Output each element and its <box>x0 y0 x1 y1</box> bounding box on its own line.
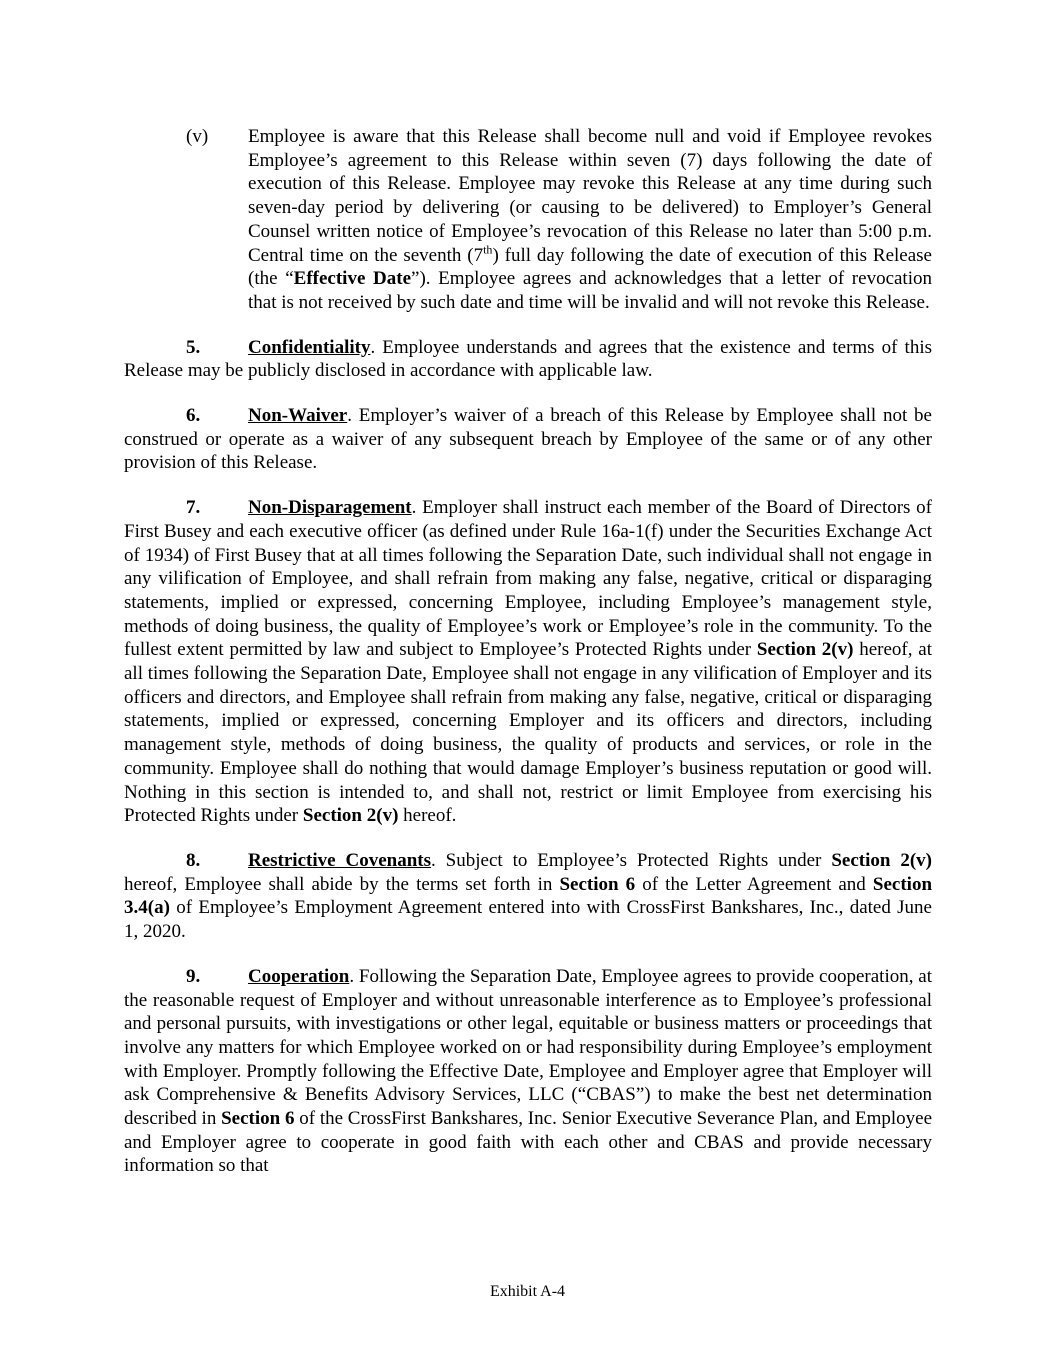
section-7-text-2: hereof, at all times following the Separation Date, Employee shall not engage in any vilification of Employer and its officers and directors, and Employee shall refrain from making any false, negative, critical or disparaging statements, implied or expressed, concerning Employer and its officers and directors, including management style, methods of doing business, the quality of products and services, or role in the community. Employee shall do nothing that would damage Employer’s business reputation or good will. Nothing in this section is intended to, and shall not, restrict or limit Employee from exercising his Protected Rights under <box>124 639 932 827</box>
effective-date-term: Effective Date <box>293 268 412 290</box>
document-page <box>124 125 932 1178</box>
section-9-heading: Cooperation <box>248 965 350 987</box>
section-8-ref-1: Section 2(v) <box>831 849 932 871</box>
section-8-text-1: . Subject to Employee’s Protected Rights under <box>431 849 832 871</box>
section-9-text-1: . Following the Separation Date, Employee agrees to provide cooperation, at the reasonable request of Employer and without unreasonable interference as to Employee’s professional and personal pursuits, with investigations or other legal, equitable or business matters or proceedings that involve any matters for which Employee worked on or had responsibility during Employee’s employment with Employer. Promptly following the Effective Date, Employee and Employer agree that Employer will ask Comprehensive & Benefits Advisory Services, LLC (“CBAS”) to make the best net determination described in <box>124 965 932 1130</box>
section-7-ref-1: Section 2(v) <box>756 639 854 661</box>
section-5-body: . Employee understands and agrees that the existence and terms of this Release may be publicly disclosed in accordance with applicable law. <box>124 336 932 382</box>
section-8-text-4: of Employee’s Employment Agreement entered into with CrossFirst Bankshares, Inc., dated June 1, 2020. <box>124 897 932 943</box>
section-9-cooperation <box>124 965 932 1178</box>
section-7-text-1: . Employer shall instruct each member of the Board of Directors of First Busey and each executive officer (as defined under Rule 16a-1(f) under the Securities Exchange Act of 1934) of First Busey that at all times following the Separation Date, such individual shall not engage in any vilification of Employee, and shall refrain from making any false, negative, critical or disparaging statements, implied or expressed, concerning Employee, including Employee’s management style, methods of doing business, the quality of Employee’s work or Employee’s role in the community. To the fullest extent permitted by law and subject to Employee’s Protected Rights under <box>124 497 932 661</box>
section-6-body: . Employer’s waiver of a breach of this Release by Employee shall not be construed or operate as a waiver of any subsequent breach by Employee of the same or of any other provision of this Release. <box>124 405 932 474</box>
clause-v-text-3: ”). Employee agrees and acknowledges that a letter of revocation that is not received by such date and time will be invalid and will not revoke this Release. <box>248 268 932 313</box>
section-6-heading: Non-Waiver <box>248 405 348 427</box>
clause-v-text-2: ) full day following the date of execution of this Release (the “ <box>248 244 932 290</box>
section-6-non-waiver <box>124 404 932 475</box>
page-footer: Exhibit A-4 <box>489 1283 566 1300</box>
section-7-heading: Non-Disparagement <box>248 497 412 519</box>
section-7-text-3: hereof. <box>398 805 457 827</box>
section-9-ref-1: Section 6 <box>221 1108 295 1130</box>
clause-v-marker: (v) <box>186 126 209 147</box>
section-8-text-2: hereof, Employee shall abide by the terms set forth in <box>124 873 560 895</box>
section-5-heading: Confidentiality <box>248 336 371 358</box>
clause-v-text-1: Employee is aware that this Release shall become null and void if Employee revokes Employee’s agreement to this Release within seven (7) days following the date of execution of this Release. Employee may revoke this Release at any time during such seven-day period by delivering (or causing to be delivered) to Employer’s General Counsel written notice of Employee’s revocation of this Release no later than 5:00 p.m. Central time on the seventh (7 <box>248 126 932 266</box>
section-8-ref-2: Section 6 <box>559 873 636 895</box>
ordinal-superscript: th <box>483 242 493 257</box>
section-8-heading: Restrictive Covenants <box>248 849 431 871</box>
section-9-number: 9. <box>186 965 201 987</box>
section-8-restrictive-covenants <box>124 849 932 944</box>
section-9-text-2: of the CrossFirst Bankshares, Inc. Senior Executive Severance Plan, and Employee and Employer agree to cooperate in good faith with each other and CBAS and provide necessary information so that <box>124 1108 933 1177</box>
section-5-confidentiality <box>124 336 932 383</box>
section-8-ref-3: Section 3.4(a) <box>124 873 933 919</box>
section-7-ref-2: Section 2(v) <box>302 805 399 827</box>
section-5-number: 5. <box>186 336 201 358</box>
section-7-number: 7. <box>186 497 201 519</box>
section-8-text-3: of the Letter Agreement and <box>635 873 873 895</box>
section-7-non-disparagement <box>124 496 932 828</box>
clause-v <box>124 125 932 315</box>
section-8-number: 8. <box>186 849 201 871</box>
section-6-number: 6. <box>186 405 201 427</box>
